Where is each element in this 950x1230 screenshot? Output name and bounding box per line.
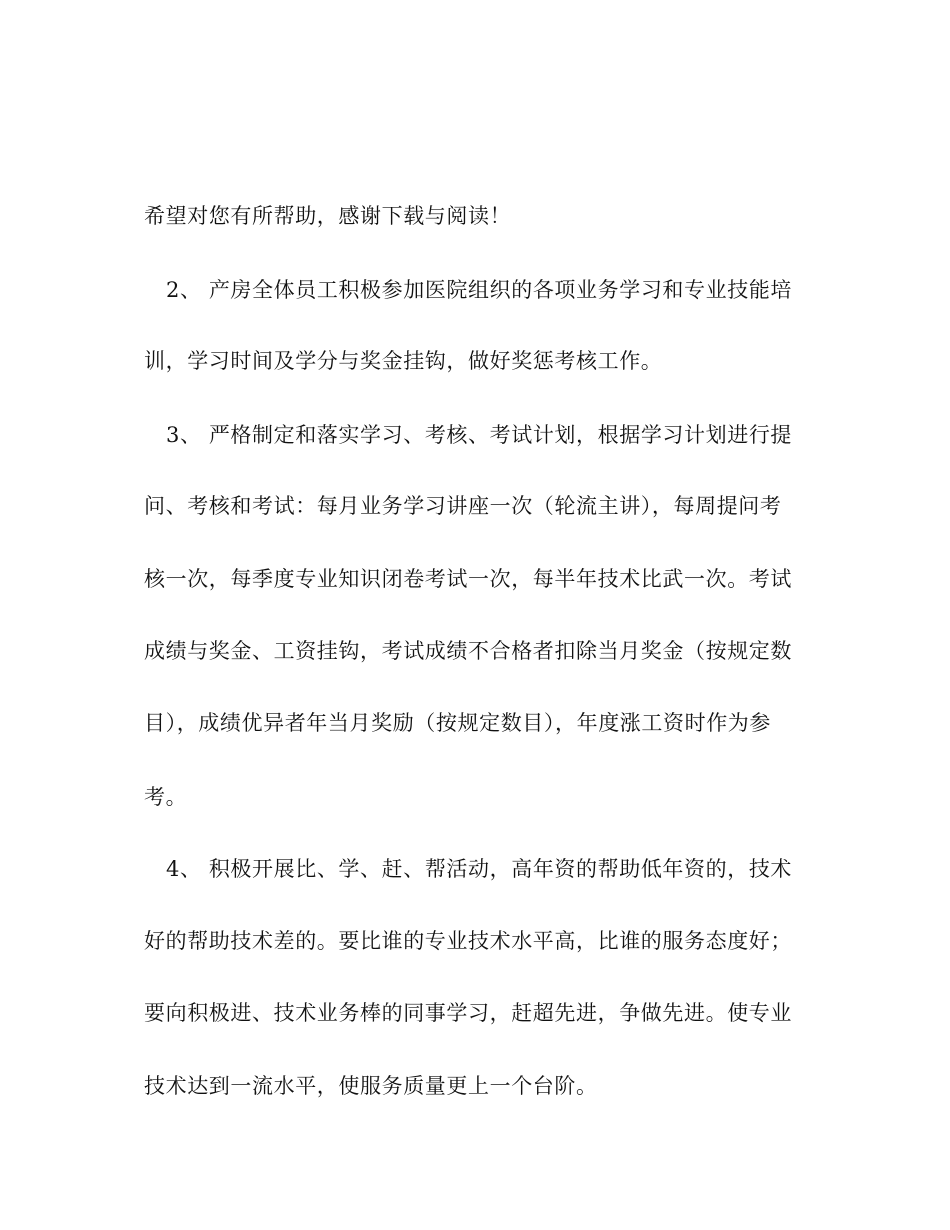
item-2-line-2: 训，学习时间及学分与奖金挂钩，做好奖惩考核工作。 (144, 349, 663, 373)
item-4-line-4: 技术达到一流水平，使服务质量更上一个台阶。 (144, 1074, 598, 1098)
item-3-line-3: 核一次，每季度专业知识闭卷考试一次，每半年技术比武一次。考试 (144, 567, 792, 591)
item-4-line-2: 好的帮助技术差的。要比谁的专业技术水平高，比谁的服务态度好； (144, 929, 792, 953)
item-4-line-3: 要向积极进、技术业务棒的同事学习，赶超先进，争做先进。使专业 (144, 1001, 792, 1025)
item-3-line-2: 问、考核和考试：每月业务学习讲座一次（轮流主讲），每周提问考 (144, 494, 782, 518)
item-3-line-6: 考。 (144, 785, 188, 809)
item-3-line-5: 目），成绩优异者年当月奖励（按规定数目），年度涨工资时作为参 (144, 711, 771, 735)
closing-note: 希望对您有所帮助，感谢下载与阅读！ (144, 204, 512, 228)
item-4-line-1: 4、 积极开展比、学、赶、帮活动，高年资的帮助低年资的，技术 (166, 857, 793, 881)
item-3-line-1: 3、 严格制定和落实学习、考核、考试计划，根据学习计划进行提 (166, 423, 793, 447)
item-3-line-4: 成绩与奖金、工资挂钩，考试成绩不合格者扣除当月奖金（按规定数 (144, 639, 792, 663)
item-2-line-1: 2、 产房全体员工积极参加医院组织的各项业务学习和专业技能培 (166, 278, 793, 302)
